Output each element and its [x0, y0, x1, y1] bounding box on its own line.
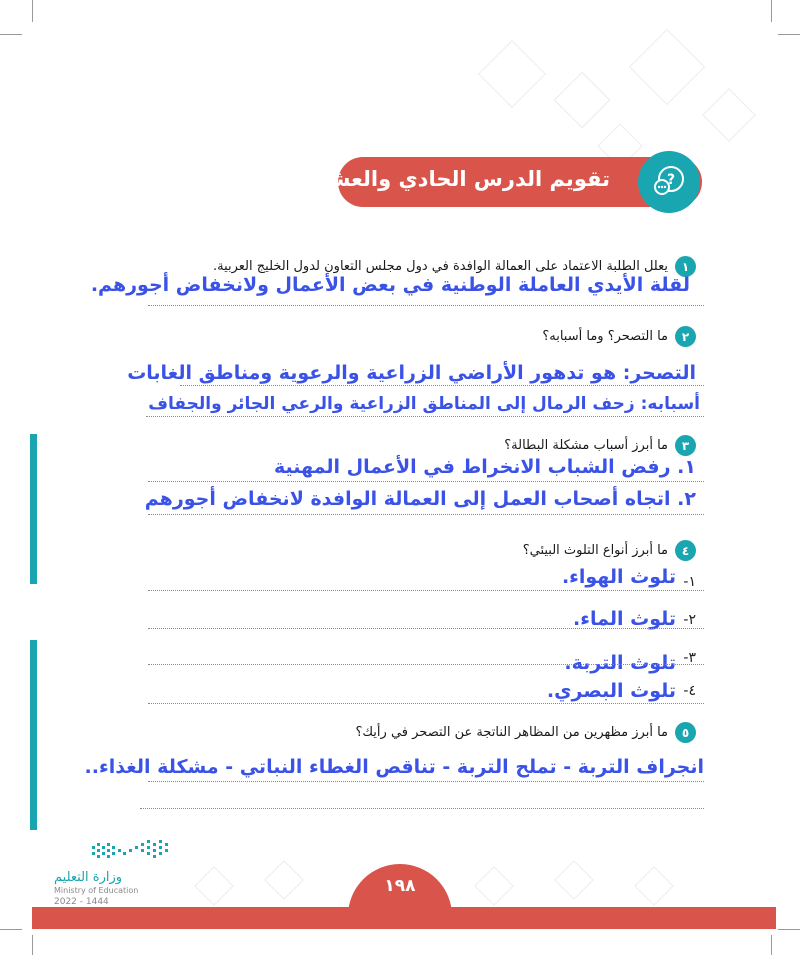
answer-line: تلوث التربة. — [564, 652, 676, 674]
answer-line: تلوث البصري. — [546, 680, 676, 702]
question-3 — [504, 435, 696, 456]
svg-text:?: ? — [666, 172, 676, 188]
decor-square — [194, 866, 234, 906]
decor-square — [702, 88, 756, 142]
question-number: ٢ — [675, 326, 696, 347]
answer-line: تلوث الماء. — [573, 608, 676, 630]
page-number-tab — [348, 864, 452, 916]
answer-line: ٢. اتجاه أصحاب العمل إلى العمالة الوافدة لانخفاض أجورهم — [144, 488, 696, 510]
answer-dotted-line — [148, 703, 704, 704]
lesson-evaluation-banner — [289, 157, 702, 207]
ministry-logo-icon — [92, 838, 170, 864]
answer-line: ١. رفض الشباب الانخراط في الأعمال المهنية — [274, 456, 696, 478]
decor-square — [478, 40, 546, 108]
answer-dotted-line — [148, 628, 704, 629]
ministry-name-en: Ministry of Education — [54, 886, 139, 895]
answer-line: أسبابه: زحف الرمال إلى المناطق الزراعية والرعي الجائر والجفاف — [148, 394, 700, 414]
answer-dotted-line — [148, 590, 704, 591]
answer-line: لقلة الأيدي العاملة الوطنية في بعض الأعمال ولانخفاض أجورهم. — [90, 274, 690, 296]
answer-line: انجراف التربة - تملح التربة - تناقص الغطاء النباتي - مشكلة الغذاء.. — [84, 756, 704, 778]
answer-dotted-line — [148, 305, 704, 306]
question-number: ١ — [675, 256, 696, 277]
crop-mark — [771, 0, 772, 22]
speech-bubble-question-icon — [638, 151, 700, 213]
question-5 — [355, 722, 696, 743]
list-prefix: ٤- — [683, 683, 696, 699]
answer-dotted-line — [140, 808, 704, 809]
decor-square — [264, 860, 304, 900]
decor-square — [629, 29, 705, 105]
answer-dotted-line — [148, 664, 704, 665]
question-text: ما أبرز أنواع التلوث البيئي؟ — [522, 543, 668, 558]
answer-dotted-line — [180, 385, 704, 386]
list-prefix: ١- — [683, 574, 696, 590]
answer-dotted-line — [146, 416, 704, 417]
question-number: ٤ — [675, 540, 696, 561]
page-number: ١٩٨ — [384, 876, 416, 896]
list-prefix: ٢- — [683, 612, 696, 628]
decor-square — [554, 860, 594, 900]
crop-mark — [778, 34, 800, 35]
question-number: ٥ — [675, 722, 696, 743]
answer-dotted-line — [148, 481, 704, 482]
crop-mark — [0, 34, 22, 35]
ministry-name-ar: وزارة التعليم — [54, 870, 123, 885]
question-number: ٣ — [675, 435, 696, 456]
list-prefix: ٣- — [683, 650, 696, 666]
banner-title: تقويم الدرس الحادي والعشرين — [289, 167, 610, 191]
decor-square — [634, 866, 674, 906]
side-accent-bar — [30, 434, 37, 584]
crop-mark — [778, 929, 800, 930]
crop-mark — [32, 935, 33, 955]
crop-mark — [32, 0, 33, 22]
question-text: ما التصحر؟ وما أسبابه؟ — [542, 329, 668, 344]
crop-mark — [771, 935, 772, 955]
decor-square — [474, 866, 514, 906]
answer-line: تلوث الهواء. — [561, 566, 676, 588]
decor-square — [554, 72, 611, 129]
answer-dotted-line — [148, 514, 704, 515]
question-text: يعلل الطلبة الاعتماد على العمالة الوافدة في دول مجلس التعاون لدول الخليج العربية. — [212, 259, 668, 274]
edition-year: 2022 - 1444 — [54, 897, 109, 907]
question-2 — [542, 326, 696, 347]
answer-dotted-line — [148, 781, 704, 782]
side-accent-bar — [30, 640, 37, 830]
question-text: ما أبرز مظهرين من المظاهر الناتجة عن التصحر في رأيك؟ — [355, 725, 668, 740]
crop-mark — [0, 929, 22, 930]
question-4 — [523, 540, 696, 561]
answer-line: التصحر: هو تدهور الأراضي الزراعية والرعوية ومناطق الغابات — [127, 362, 696, 384]
question-text: ما أبرز أسباب مشكلة البطالة؟ — [504, 438, 668, 453]
